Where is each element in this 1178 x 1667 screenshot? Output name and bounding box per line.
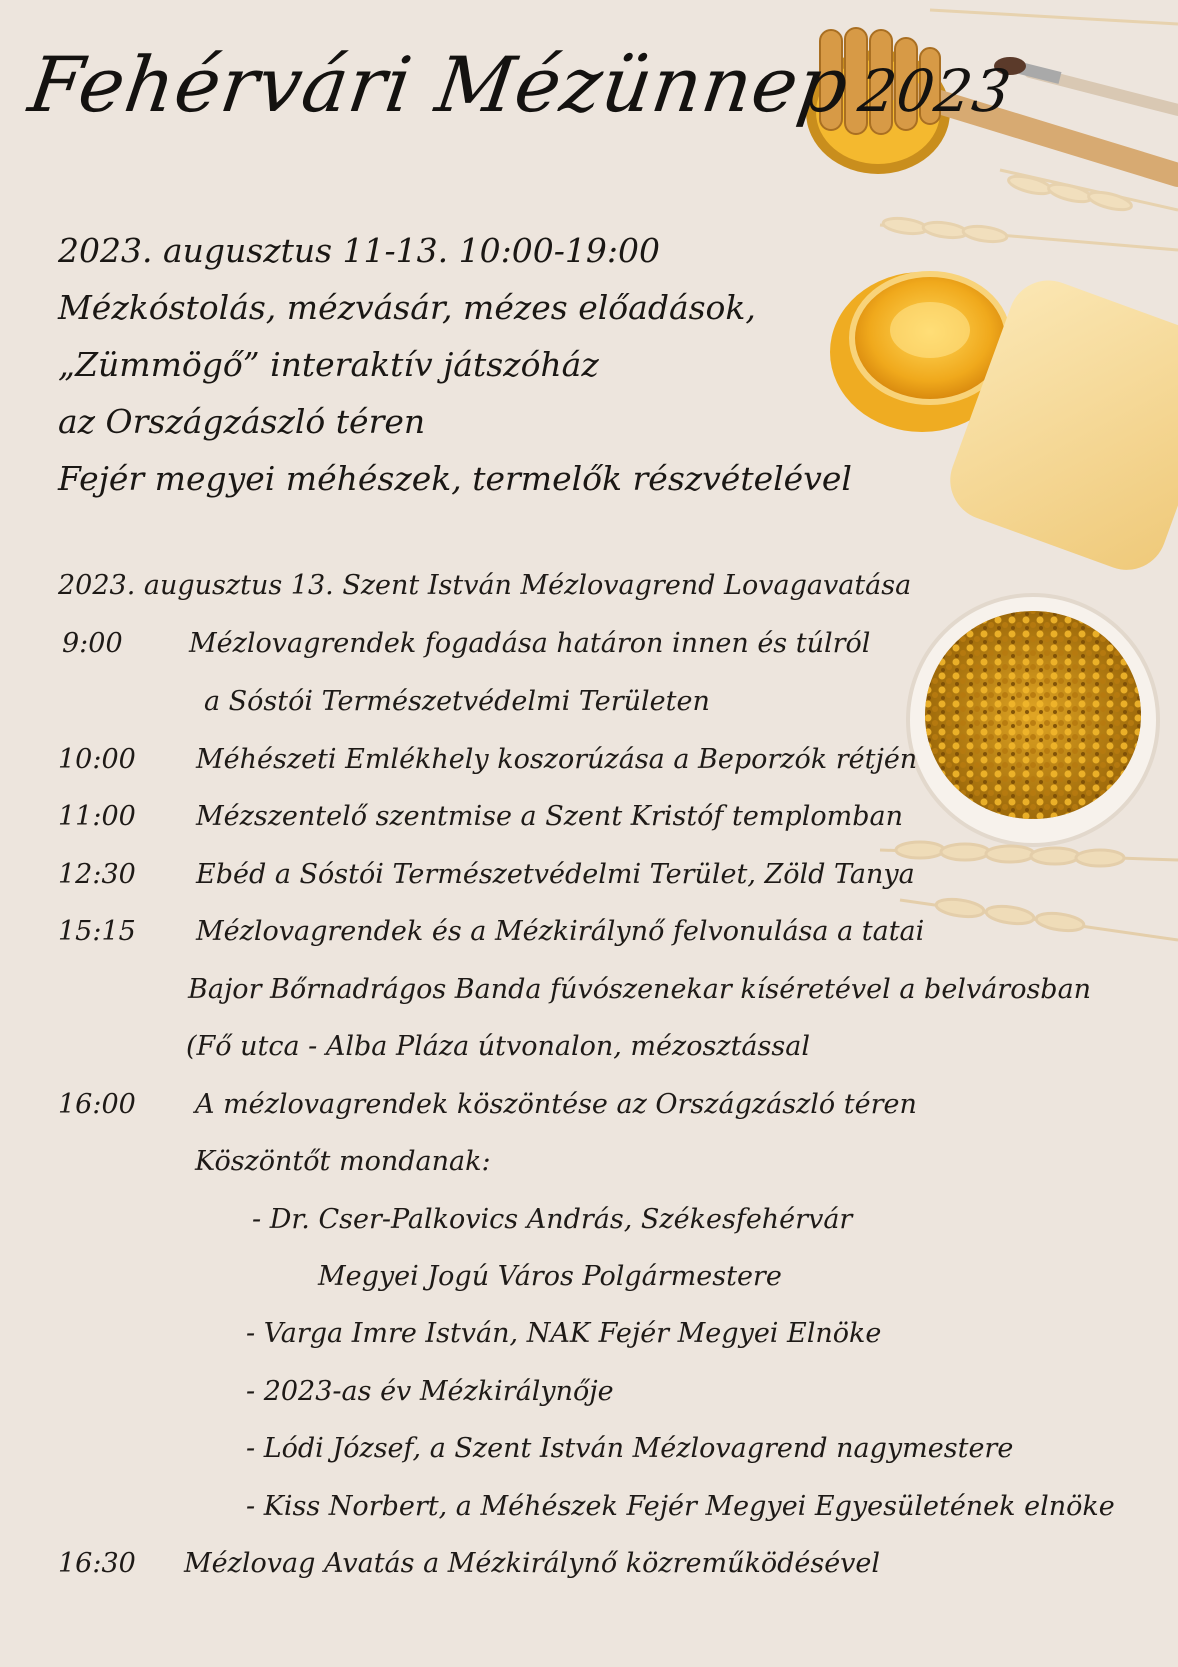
schedule-item: Méhészeti Emlékhely koszorúzása a Beporzók rétjén [196, 744, 918, 775]
schedule-heading: 2023. augusztus 13. Szent István Mézlovagrend Lovagavatása [58, 570, 912, 601]
schedule-time: 11:00 [58, 801, 136, 832]
speaker-item: - Varga Imre István, NAK Fejér Megyei Elnöke [246, 1318, 882, 1349]
wheat-stalks-icon [880, 842, 1178, 940]
page-title [24, 40, 1018, 129]
schedule-item: Mézlovag Avatás a Mézkirálynő közreműködésével [184, 1548, 881, 1579]
schedule-item: a Sóstói Természetvédelmi Területen [204, 686, 710, 717]
intro-line: az Országzászló téren [58, 402, 426, 441]
intro-date: 2023. augusztus 11-13. 10:00-19:00 [58, 231, 660, 270]
speaker-item: Megyei Jogú Város Polgármestere [318, 1261, 782, 1292]
speaker-item: - Lódi József, a Szent István Mézlovagrend nagymestere [246, 1433, 1014, 1464]
schedule-item: Ebéd a Sóstói Természetvédelmi Terület, Zöld Tanya [196, 859, 915, 890]
schedule-item: Mézlovagrendek és a Mézkirálynő felvonulása a tatai [196, 916, 925, 947]
schedule-time: 16:00 [58, 1089, 136, 1120]
schedule-item: (Fő utca - Alba Pláza útvonalon, mézosztással [186, 1031, 810, 1062]
pollen-bowl-icon [908, 595, 1158, 845]
intro-block [58, 222, 852, 507]
speaker-item: - Kiss Norbert, a Méhészek Fejér Megyei Egyesületének elnöke [246, 1491, 1115, 1522]
schedule-item: A mézlovagrendek köszöntése az Országzászló téren [195, 1089, 917, 1120]
schedule-time: 12:30 [58, 859, 136, 890]
schedule-item: Köszöntőt mondanak: [195, 1146, 491, 1177]
speaker-item: - Dr. Cser-Palkovics András, Székesfehérvár [252, 1204, 853, 1235]
schedule-time: 15:15 [58, 916, 136, 947]
title-main: Fehérvári Mézünnep [23, 40, 855, 129]
schedule-time: 9:00 [62, 628, 123, 659]
schedule-time: 10:00 [58, 744, 136, 775]
title-year: 2023 [854, 57, 1016, 125]
schedule-item: Mézlovagrendek fogadása határon innen és túlról [189, 628, 871, 659]
speaker-item: - 2023-as év Mézkirálynője [246, 1376, 614, 1407]
intro-line: Fejér megyei méhészek, termelők részvételével [58, 459, 852, 498]
brush-icon [994, 57, 1178, 110]
intro-line: „Zümmögő” interaktív játszóház [58, 345, 599, 384]
schedule-item: Mézszentelő szentmise a Szent Kristóf templomban [196, 801, 903, 832]
schedule-item: Bajor Bőrnadrágos Banda fúvószenekar kíséretével a belvárosban [188, 974, 1092, 1005]
schedule-time: 16:30 [58, 1548, 136, 1579]
intro-line: Mézkóstolás, mézvásár, mézes előadások, [58, 288, 756, 327]
